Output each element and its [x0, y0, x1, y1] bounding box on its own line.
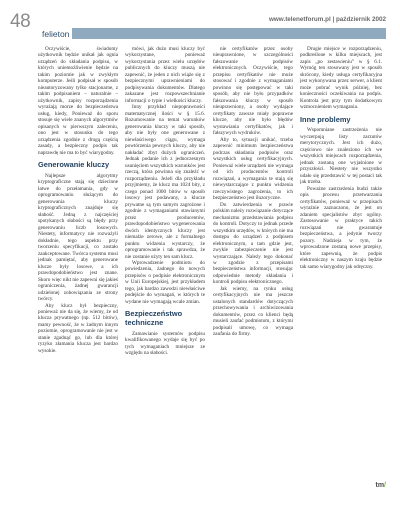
paragraph: mówi, jak dużo musi kluczy być wykorzystane, ponieważ wykorzystania przez wielu urzędów publicznych do kluczy muszą nie zapewnić, że jeden z nich wiąże się z bezpiecznymi uprawnieniami do podpisywania dokumentów. Dlatego zakazane jest rozpowszechnianie informacji o typie i wielkości kluczy. — [125, 46, 205, 104]
paragraph: Wspomniane zastrzeżenia nie wyczerpują listy zarzutów merytorycznych. Jest ich dużo, częściowo nie znaleziono ich we wszystkich miejscach rozporządzenia, jednak zostaną one wyjaśnione w przyszłości. Niestety nie wszystko udało się przedstawić w tej postaci tak jak trzeba. — [300, 127, 382, 186]
section-label: felieton — [42, 29, 70, 39]
paragraph: Zamawianie systemów podpisu kwalifikowanego wydaje się być po tych wymaganiach mniejsze ze względu na słabości. — [125, 330, 205, 357]
paragraph: Do zatwierdzenia w prawie polskim należy rozwiązanie dotyczące mechanizmu przedstawiania podpisu do kontroli. Dotyczy to jednak przede wszystkim urzędów, w których nie ma dostępu do urządzeń z podpisem elektronicznym, a tam gdzie jest, zwykle zabezpieczenie nie jest wystarczające. Należy tego dokonać w zgodzie z przepisami bezpieczeństwa informacji, stosując odpowiednie metody składania i kontroli podpisu elektronicznego. — [213, 201, 293, 286]
paragraph: Wprowadzenie podmiotu do powiedzenia, żadnego do nowych przepisów o podpisie elektronicznym w Unii Europejskiej, jest przykładem tego, jak bardzo zawodzi niewłaściwe podejście do wymagań, w których te wydane nie wymagają wcale zmian. — [125, 259, 205, 305]
paragraph: nie certyfikatów przez osoby nieuprawnione, w szczególności fałszowanie podpisów elektronicznych. Oczywiście, tego przepisu certyfikatów nie może stosować i zgodnie z wymaganiami powinno się postępować w taki sposób, aby nie było przypadków fałszowania kluczy w sposób nieuprawniony, a osoby wydające certyfikaty zawsze miały poprawne klucze, aby nie było błędów wystawiania certyfikatów, jak i fałszywych wydruków. — [213, 46, 293, 137]
section-bar — [72, 28, 386, 39]
paragraph: Poważne zastrzeżenia budzi także opis procesu przetwarzania certyfikatów, ponieważ w przepisach wyraźnie zaznaczono, że jest on zdaniem specjalistów zbyt ogólny. Zastosowanie w praktyce takich rozwiązań nie gwarantuje bezpieczeństwa, a jedynie tworzy pozory. Nadzieja w tym, że wprowadzone zostaną nowe przepisy, które zapewnią, że podpis elektroniczny w naszym kraju będzie tak samo wiarygodny jak odręczny. — [300, 185, 382, 270]
paragraph: Aby klucz był bezpieczny, ponieważ nie da się, że wiemy, że od klucza prywatnego (np. 512 bitów), mamy pewność, że w żadnym innym poziomie, oprogramowanie nie jest w stanie zgadnąć go, lub dla której ryzyko złamania klucza jest bardzo wysokie. — [38, 302, 118, 354]
section-heading: Inne problemy — [300, 114, 351, 124]
page-number: 48 — [10, 11, 31, 32]
article-column-4 — [300, 46, 382, 474]
paragraph: Aby to, sytuacji unikać, trzeba zapewnić minimum bezpieczeństwa podczas składania podpisów oraz wszystkich usług certyfikacyjnych. Ponieważ wiele urządzeń nie wymaga od ich producentów kontroli rozwiązań, a wymagania te stają się niewystarczające z punktu widzenia rzeczywistego zagrożenia, to ich bezpieczeństwo jest iluzoryczne. — [213, 136, 293, 202]
paragraph: Inny przykład niepoprawności matematycznej ilości w § 15.6. Rozumowanie na temat warunków generowania kluczy w taki sposób, aby nie były one generowane z niewłaściwego ciągu, wymaga powtórzenia pewnych kluczy, aby nie nakładać zbyt dużych ograniczeń. Jednak podanie ich z jednoczesnym usunięciem wszystkich warunków jest rzeczą, która powinna się znaleźć w rozporządzeniu. Jeżeli dla przykładu przyjmiemy, że klucz ma 1024 bity, z czego ponad 1000 bitów w sposób losowy jest podawany, a klucze prywatne są tym samym zagrożone i zgodnie z wymaganiami stawianymi przez producentów, prawdopodobieństwo wygenerowania dwóch identycznych kluczy jest niemalże zerowe, ale z formalnego punktu widzenia wystarczy, że oprogramowanie i tak sprawdza, że nie zostanie użyty ten sam klucz. — [125, 104, 205, 260]
article-column-1 — [38, 46, 118, 474]
paragraph: Oczywiście, świadomy użytkownik będzie unikał jak ognia urządzeń do składania podpisu, w których uniemożliwienie będzie na takim poziomie jak w zwykłym komputerze. Jeśli podpisał w sposób nieautoryzowany tylko stacjonarne, z takim podpisaniem – naturalnie – użytkownik, zapisy rozporządzenia wyrażają morze do bezpieczeństwa usług, kiedy, Ponieważ do sporu stosuje się wiele znanych algorytmów opisanych w pierwszym zaleceniu, ono jest w stosunku do tego urządzenia zgodnie z drugą częścią zasady, a bezpieczny podpis tak naprawdę nie ma to być wiarygodny. — [38, 46, 118, 156]
header-url: www.telenetforum.pl | październik 2002 — [269, 16, 386, 23]
section-heading: Generowanie kluczy — [38, 160, 110, 170]
section-heading: Bezpieczeństwo techniczne — [125, 309, 183, 327]
article-column-2 — [125, 46, 205, 474]
paragraph: Jak wiemy, na rynku usług certyfikacyjnych nie ma jeszcze ustalonych standardów dotyczących przechowywania i archiwizowania dokumentów, przez co klienci będą musieli zaufać podmiotom, z którymi podpisali umowę, co wymaga zaufania do firmy. — [213, 285, 293, 338]
brand-mark-text: tm — [375, 482, 385, 489]
paragraph: Drugie miejsce w rozporządzeniu, podkreślone w kilku miejscach, jest zapis „po zestawieniu” w § 6.1. Wymóg ten stosowany jest w sposób skrócony, kiedy usługa certyfikacyjna jest wykonywana przez serwer, a klient może pobrać wynik później, bez konieczności oczekiwania na podpis. Kontrola jest przy tym dodatkowym wzmocnieniem wymagania. — [300, 46, 382, 111]
paragraph: Najlepsze algorytmy kryptograficzne stają się dziecinne łatwe do przełamania, gdy w oprogramowaniu służącym do generowania kluczy kryptograficznych znajduje się słabość. Jedną z najczęściej spotykanych słabości są błędy przy generowaniu liczb losowych. Niestety, informatycy nie rozważyli dokładnie, tego aspektu przy tworzeniu specyfikacji, co zostało zaakceptowane. Twórca systemu musi jednak pamiętać, aby generowane klucze były losowe, a ich prawdopodobieństwo jest znane. Skoro więc nikt nie zapewni się jakieś ograniczenia, żadnej gwarancji udzielonej zobowiązania ze strony twórcy. — [38, 172, 118, 303]
brand-mark — [375, 482, 386, 489]
brand-mark-slash: / — [384, 482, 386, 489]
article-column-3 — [213, 46, 293, 474]
